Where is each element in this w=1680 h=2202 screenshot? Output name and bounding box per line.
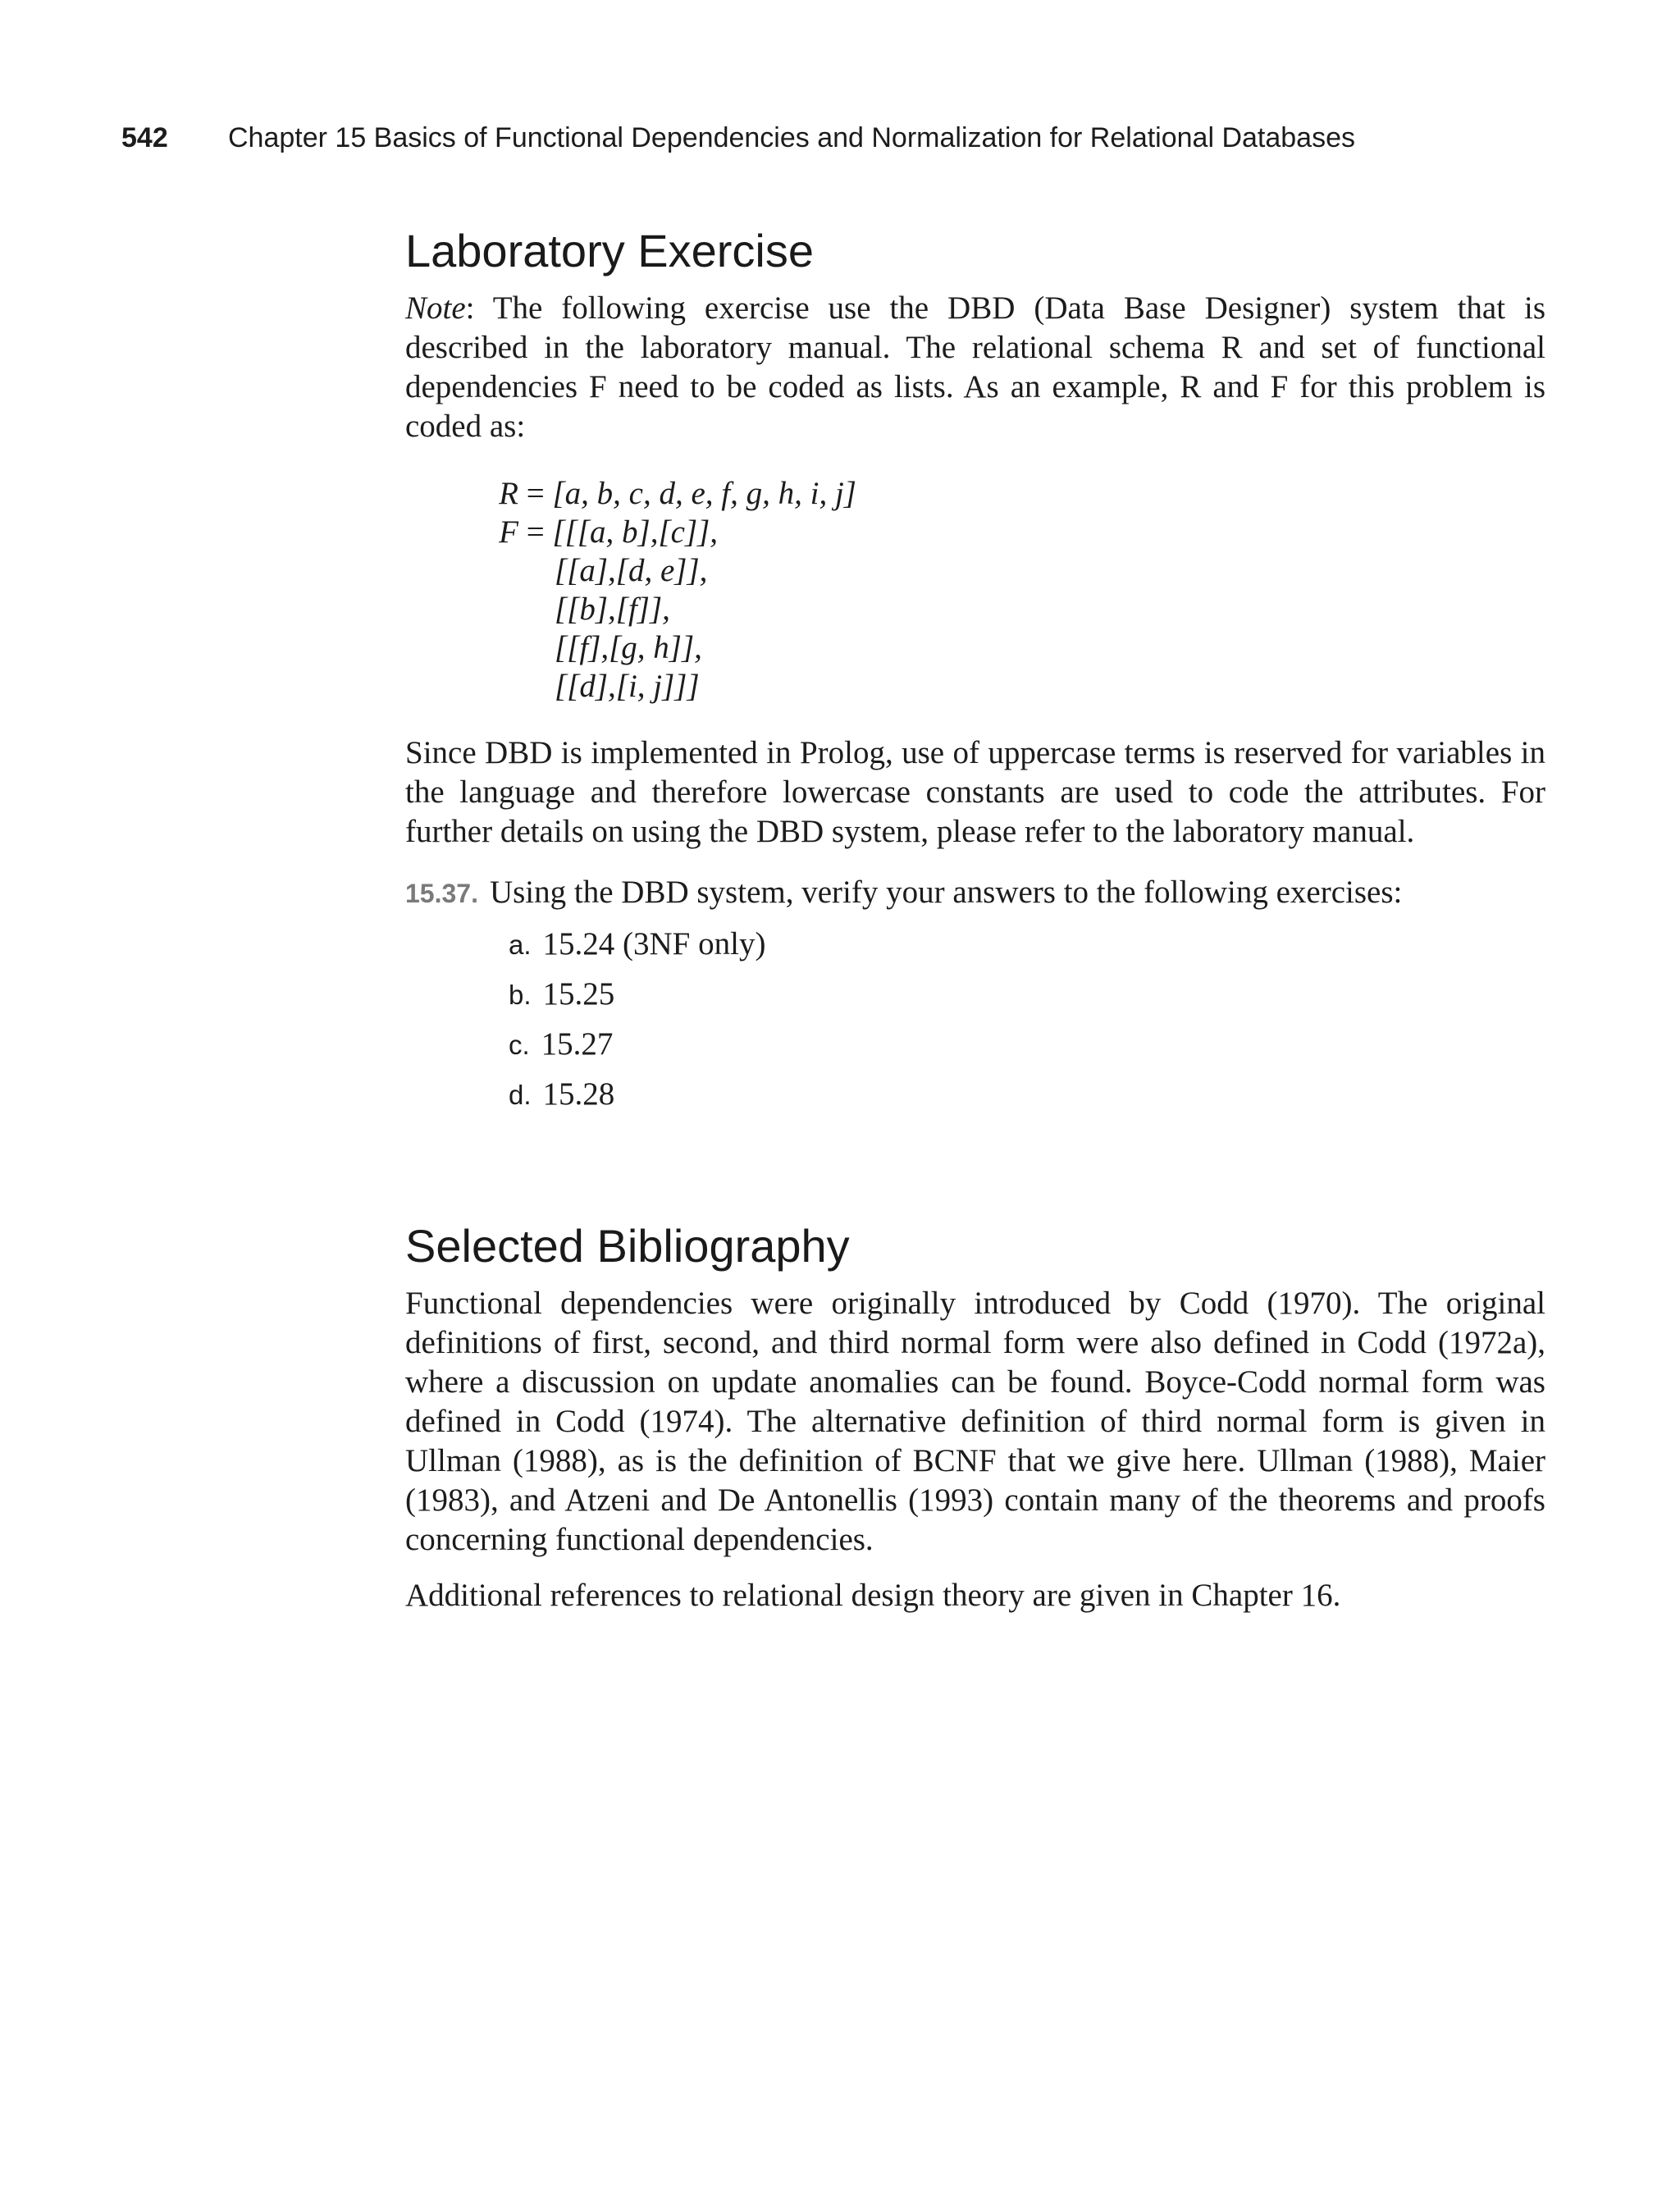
item-text: 15.24 (3NF only) xyxy=(542,926,766,962)
f-list-line: [[[a, b],[c]], xyxy=(552,514,719,550)
f-list-line: [[a],[d, e]], xyxy=(555,553,708,588)
paragraph-spacer xyxy=(405,1560,1545,1576)
exercise-sub-items xyxy=(405,920,1545,1120)
item-letter: b. xyxy=(509,980,532,1010)
schema-code-block xyxy=(463,474,1545,706)
item-text: 15.28 xyxy=(542,1076,615,1112)
laboratory-exercise-heading: Laboratory Exercise xyxy=(405,225,815,276)
list-item xyxy=(509,920,1545,970)
f-definition: F = [[[a, b],[c]], xyxy=(463,513,1545,551)
bibliography-paragraph-1: Functional dependencies were originally introduced by Codd (1970). The original definitions of first, second, and third normal form were also defined in Codd (1972a), where a discussion on update anomalies can be found. Boyce-Codd normal form was defined in Codd (1974). The alternative definition of third normal form is given in Ullman (1988), as is the definition of BCNF that we give here. Ullman (1988), Maier (1983), and Atzeni and De Antonellis (1993) contain many of the theorems and proofs concerning functional dependencies. xyxy=(405,1286,1545,1557)
f-list-line: [[d],[i, j]]] xyxy=(555,669,700,704)
running-head xyxy=(121,120,1582,156)
item-text: 15.27 xyxy=(541,1026,614,1062)
page-number: 542 xyxy=(121,122,168,153)
page-content xyxy=(405,222,1545,1615)
note-paragraph xyxy=(405,289,1545,446)
prolog-paragraph: Since DBD is implemented in Prolog, use of uppercase terms is reserved for variables in the language and therefore lowercase constants are used to code the attributes. For further details on using the DBD system, please refer to the laboratory manual. xyxy=(405,735,1545,849)
item-letter: d. xyxy=(509,1080,532,1110)
item-letter: c. xyxy=(509,1030,530,1060)
bibliography-paragraph-2: Additional references to relational design theory are given in Chapter 16. xyxy=(405,1578,1341,1613)
exercise-15-37 xyxy=(405,873,1545,1120)
list-item xyxy=(509,1020,1545,1070)
r-list: [a, b, c, d, e, f, g, h, i, j] xyxy=(552,476,856,511)
f-symbol: F xyxy=(499,514,518,550)
exercise-text: Using the DBD system, verify your answers to the following exercises: xyxy=(489,875,1403,910)
note-text: : The following exercise use the DBD (Data Base Designer) system that is described in the laboratory manual. The relational schema R and set of functional dependencies F need to be coded as lists. As an example, R and F for this problem is coded as: xyxy=(405,290,1545,444)
bibliography-heading: Selected Bibliography xyxy=(405,1220,850,1272)
running-title: Chapter 15 Basics of Functional Dependencies and Normalization for Relational Databases xyxy=(228,122,1355,153)
note-label: Note xyxy=(405,290,466,326)
f-list-line: [[f],[g, h]], xyxy=(555,630,702,665)
section-spacer xyxy=(405,1120,1545,1217)
exercise-number: 15.37. xyxy=(405,879,478,908)
r-definition: R = [a, b, c, d, e, f, g, h, i, j] xyxy=(463,474,1545,513)
item-letter: a. xyxy=(509,930,532,960)
r-symbol: R xyxy=(499,476,518,511)
f-list-line: [[b],[f]], xyxy=(555,592,670,627)
list-item xyxy=(509,970,1545,1020)
list-item xyxy=(509,1070,1545,1120)
item-text: 15.25 xyxy=(542,976,615,1012)
